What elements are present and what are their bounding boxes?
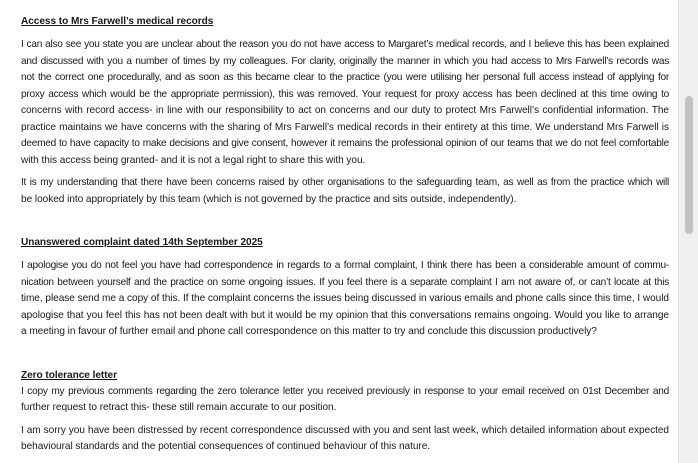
text-line: nication between yourself and the practice on some ongoing issues. If you feel there is a separate complaint I am not aware of, or can’t locate at this: [21, 276, 669, 288]
text-line: I am sorry you have been distressed by recent correspondence discussed with you and sent last week, which detailed information about expected: [21, 424, 669, 436]
text-line: I can also see you state you are unclear about the reason you do not have access to Margaret’s medical records, and I believe this has been explained: [21, 39, 669, 50]
text-line: be looked into appropriately by this team (which is not governed by the practice and sits outside, independently).: [21, 193, 517, 205]
text-line: proxy access which would be the appropriate permission), this was removed. Your request for proxy access has been declined at this time owing to: [21, 88, 669, 100]
text-line: not the correct one procedurally, and as soon as this became clear to the practice (you were utilising her personal full access instead of applying for: [21, 72, 669, 83]
text-line: behavioural standards and the potential consequences of continued behaviour of this nature.: [21, 441, 431, 452]
text-line: deemed to have capacity to make decisions and give consent, however it remains the professional opinion of our teams that we do not feel comfortable: [21, 138, 669, 149]
paragraph: [21, 37, 669, 169]
paragraph: [21, 423, 669, 456]
text-line: time, please send me a copy of this. If the complaint concerns the issues being discussed in various emails and phone calls since this time, I would: [21, 293, 669, 304]
text-line: apologise that you feel this has not been dealt with but it would be my opinion that this conversations remains ongoing. Would you like to arrange: [21, 309, 669, 321]
paragraph: [21, 258, 669, 341]
section-heading-zero-tolerance: Zero tolerance letter: [21, 369, 117, 381]
text-line: further request to retract this- these still remain accurate to our position.: [21, 402, 337, 413]
document-body: [21, 13, 669, 456]
section-heading-unanswered-complaint: Unanswered complaint dated 14th September 2025: [21, 237, 263, 248]
text-line: It is my understanding that there have been concerns raised by other organisations to the safeguarding team, as well as from the practice which will: [21, 177, 669, 188]
text-line: a meeting in favour of further email and phone call correspondence on this matter to try and conclude this discussion productively?: [21, 326, 597, 337]
paragraph: [21, 384, 669, 417]
text-line: with this access being granted- and it is not a legal right to share this with you.: [21, 154, 366, 166]
text-line: I apologise you do not feel you have had correspondence in regards to a formal complaint, I think there has been a considerable amount of commu-: [21, 260, 669, 271]
vertical-scrollbar[interactable]: [678, 0, 698, 463]
scrollbar-thumb[interactable]: [685, 96, 693, 234]
text-line: I copy my previous comments regarding the zero tolerance letter you received previously in response to your email received on 01st December and: [21, 385, 669, 397]
text-line: and discussed with you a number of times by my colleagues. For clarity, originally the manner in which you had access to Mrs Farwell’s records was: [21, 55, 669, 67]
text-line: concerns with record access- in line with our responsibility to act on concerns and our duty to protect Mrs Farwell’s confidential information. The: [21, 105, 669, 116]
text-line: practice maintains we have concerns with the sharing of Mrs Farwell’s medical records in their entirety at this time. We understand Mrs Farwell is: [21, 121, 669, 133]
paragraph: [21, 175, 669, 208]
section-heading-medical-records: Access to Mrs Farwell’s medical records: [21, 16, 214, 27]
